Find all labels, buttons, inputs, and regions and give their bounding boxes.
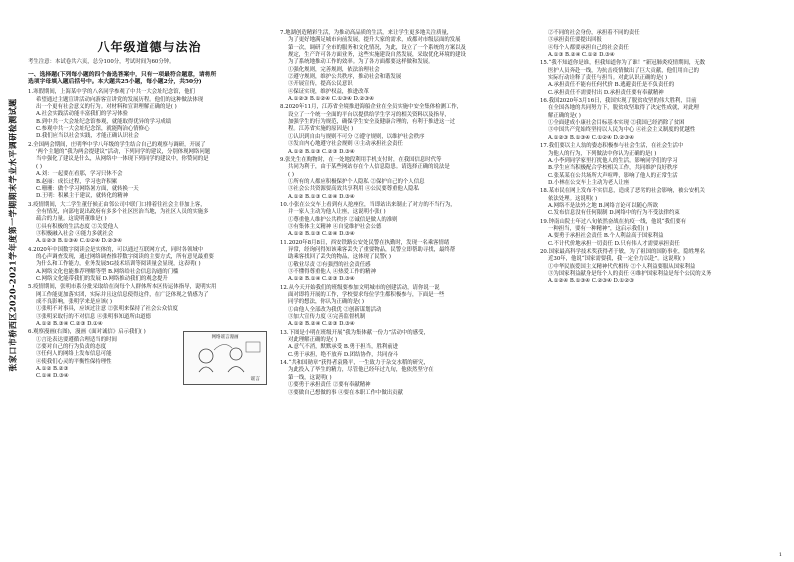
question-item bbox=[28, 142, 271, 201]
exam-note: 考生注意：本试卷共六页，总分100分，考试时间为60分钟。 bbox=[28, 59, 175, 66]
cartoon-figure bbox=[183, 331, 267, 385]
question-line: 对此理解正确的是( ) bbox=[288, 337, 338, 344]
question-line: 解正确的是( ) bbox=[548, 112, 581, 119]
question-line: A.①② B.②③ bbox=[36, 366, 69, 373]
question-line: A.①②③ B.①②④ C.①③④ D.②③④ bbox=[288, 96, 374, 103]
question-line: ③为国家利益献身是每个人的责任 ④维护国家利益是每个公民的义务 bbox=[548, 271, 712, 277]
question-stem: 7.地湖创造精彩生活，为推动高品质的生活，来让学生更多地关注质量， bbox=[280, 30, 453, 36]
question-item bbox=[280, 360, 530, 397]
question-line: 医护人员奔赴一线，为抗击疫情做出了巨大贡献，他们用自己的 bbox=[548, 67, 699, 74]
question-line: B.赵丽：成长过程，学习也许积累 bbox=[36, 178, 118, 185]
column-right bbox=[540, 30, 786, 287]
question-line: C.勇于承担，绝不放弃 D.团结协作，共同奋斗 bbox=[288, 351, 399, 358]
column-middle bbox=[280, 30, 530, 398]
question-stem: 3.疫情期间，大二学生董仔候正由邻公司中联门口排着往社会主非加上客， bbox=[28, 201, 206, 208]
question-item bbox=[280, 157, 530, 201]
question-line: ④使我们心灵的平衡性保持理性 bbox=[36, 358, 112, 365]
question-line: C.参观中共一大会址纪念馆，就能陶冶心情修心 bbox=[36, 126, 150, 133]
question-line: A.①②③ B.①③④ C.①②④ D.②③④ bbox=[548, 134, 634, 141]
question-line: D.我们应当以社会实践，才能正确认识社会 bbox=[36, 133, 139, 140]
question-line: ①尊重他人维护公共秩序 ②诚信是做人的准则 bbox=[288, 216, 398, 223]
question-stem: 16.我国2020年3月16日，我国实现了脱贫攻坚的伟大胜利，目前 bbox=[540, 98, 697, 105]
question-line: 同学的想法，你认为正确的是( ) bbox=[288, 299, 364, 306]
question-line: 规定，生产许可各方面业务，这些实施建设自然发展，采取优化环境的建设 bbox=[288, 52, 466, 59]
page-title: 八年级道德与法治 bbox=[97, 40, 202, 54]
question-stem: 17.我们要以主人翁的姿态积极参与社会生活，在社会生活中 bbox=[540, 143, 684, 150]
question-line: 为了更好地满足城市向前发展，提升大家的需求，成都对市级层面的发展 bbox=[288, 37, 461, 44]
question-line: ③不懂得尊重他人 ④热爱工作的精神 bbox=[288, 269, 376, 275]
question-stem: 20.国家最高科学技术奖获得者于敏，为了祖国的国防事业，隐姓埋名 bbox=[540, 248, 705, 255]
question-stem: 2.全国两会期间，庄明华中学八年级的学生结合自己的观察与调研，开展了 bbox=[28, 141, 206, 148]
question-item bbox=[540, 60, 786, 97]
question-line: ②遵守规则，维护公共秩序，推动社会和谐发展 bbox=[288, 74, 402, 81]
question-stem: 19.钟南山院士年过八旬依然奋战在抗疫一线，他说“我们要有 bbox=[540, 218, 687, 225]
question-line: A.①②③ B.①③④ C.①②④ D.②③④ bbox=[36, 238, 122, 245]
question-line: 共同为利于，由于某些网站存在个人信息隐患。请选择正确的说法是 bbox=[288, 164, 450, 171]
question-line: 程。江苏省实施的原因是( ) bbox=[288, 126, 354, 133]
question-line: A.承担责任不能有任何代价 B.逃避责任是不负责任的 bbox=[548, 82, 675, 89]
question-line: 加强学生的行为规范，确保学生安全及健康合理的，有利于推进这一过 bbox=[288, 119, 456, 126]
question-line: ①张明不对事具，应该过注意 ②张明来保持了社会公众信度 bbox=[36, 306, 178, 313]
question-line: ①由他人全部改为我优 ②创新谋划活动 bbox=[288, 306, 382, 313]
exam-banner-sidebar bbox=[2, 20, 24, 440]
question-item bbox=[540, 219, 786, 248]
question-stem: 4.2020年中国数字阅读会是实体的，可以通过互联网方式，同时各领域中 bbox=[28, 246, 204, 253]
question-stem: 6.观察漫画(右图)，漫画《面对诚信》启示我们( ) bbox=[28, 329, 146, 336]
question-stem: 12.从今天开始我们的班级要参加文明城市的创建活动，请你说一说 bbox=[280, 284, 440, 291]
question-line: ①中华民族爱国主义精神代代相传 ②个人利益要服从国家利益 bbox=[548, 263, 696, 270]
section-header-line: 选项字母填入题后括号中。本大题共25小题，每小题2分，共50分) bbox=[28, 79, 202, 86]
question-line: 当中强化了建议是什么，从网络中一体现下列同学的建议中，你赞同的是 bbox=[36, 156, 209, 163]
question-item bbox=[540, 249, 786, 286]
question-line: ③开展宣传，提高公民意识 bbox=[288, 81, 353, 88]
question-item bbox=[280, 285, 530, 329]
question-line: '两个主题的“我为两会提建议”活动，下列同学的建议，分别体现网络问题 bbox=[36, 149, 211, 156]
question-line: ( ) bbox=[36, 163, 42, 170]
figure-title: 网络谣言漫画 bbox=[211, 335, 239, 341]
question-line: A.网络文化也能推荐理解等型 B.网络给社会信息沟通的门槛 bbox=[36, 268, 179, 275]
question-line: 助乘客找回了丢失的物品，这体现了民警( ) bbox=[288, 254, 391, 261]
question-line: 疏合的力量。这说明董维是( ) bbox=[36, 216, 107, 223]
question-line: ①全面建成小康社会目标基本实现 ②我国已经消除了贫困 bbox=[548, 120, 685, 127]
question-line: A.①② B.②④ C.②③ D.③④ bbox=[288, 321, 355, 328]
question-item bbox=[28, 329, 271, 383]
question-line: A.社会实践活动能丰富我们的学习体验 bbox=[36, 111, 128, 118]
question-line: 第一线，这说明( ) bbox=[288, 374, 332, 381]
question-line: 出一个更有社会意义的行为。对材料和宣讲理解正确的是( ) bbox=[36, 104, 177, 111]
question-line: D.小林在公交车上主动为老人让座 bbox=[548, 179, 630, 186]
question-line: A.小李到同学家里打扰他人的生活，影响同学们的学习 bbox=[548, 157, 678, 164]
question-line: C.发布信息没有任何限制 D.网络中的行为不受法律约束 bbox=[548, 210, 680, 217]
page-number: 1 bbox=[778, 552, 782, 558]
question-line: ③积极融入社会 ④能力多就社会 bbox=[36, 230, 114, 237]
question-line: 近30年，他说“国家需要我，我一定全力以赴”。这说明( ) bbox=[548, 256, 685, 263]
question-line: A.①③ B.②④ C.①② D.③④ bbox=[548, 52, 615, 59]
question-item bbox=[28, 89, 271, 140]
question-stem: 10.小张在公交车上看到有人抢座位，当即站出来制止了对方的不当行为， bbox=[280, 201, 456, 208]
question-line: ③承担责任要提出回报 bbox=[548, 37, 602, 44]
question-stem: 13.下图是小明在班级开展“我为集体献一份力”活动中的感受， bbox=[280, 329, 429, 336]
question-stem: 18.某市民在网上发布不实信息，造成了恶劣的社会影响，被公安机关 bbox=[540, 188, 705, 195]
question-line: A.①②④ B.①③④ C.②③④ D.①②③ bbox=[548, 278, 634, 285]
question-line: 成不良影响，张明学来是应该( ) bbox=[36, 299, 112, 305]
question-stem: 14.“共和国勋章”获得者袁隆平，一生致力于杂交水稻的研究， bbox=[280, 360, 429, 367]
figure-caption: 谣言 bbox=[250, 377, 260, 383]
question-line: 全有情况，向部电说出政府有多多个社区医治当地，为社区人员的实施多 bbox=[36, 208, 209, 215]
question-line: ③要做自己想做的事 ④要在本职工作中做出贡献 bbox=[288, 389, 403, 396]
question-item bbox=[28, 284, 271, 328]
question-line: ②不同的社会身份，承担着不同的责任 bbox=[548, 30, 640, 36]
question-stem: 15.“我不知道你是谁，但我知道你为了谁！”新冠肺炎疫情期间，无数 bbox=[540, 60, 706, 67]
question-line: C.承担责任不需要付出 D.承担责任要有奉献精神 bbox=[548, 89, 664, 96]
question-line: ③社会公共资源要高效共享利用 ④公民要尊重他人隐私 bbox=[288, 186, 420, 193]
question-line: ①所有的人都应积极保护个人隐私 ②保护自己的个人信息 bbox=[288, 178, 425, 185]
question-line: 第一次，调研了全市的服务和文化情况，为此，设立了一个系统的方案以及 bbox=[288, 44, 466, 51]
question-stem: 11.2020年8月8日，西安铁路公安处民警在执勤时，发现一名乘客情绪 bbox=[280, 239, 450, 246]
question-line: ①强化规则，完善规则，依法治理社会 bbox=[288, 66, 380, 73]
question-item bbox=[280, 330, 530, 359]
question-line: C.张某某在公共场所大声喧哗，影响了他人的正常生活 bbox=[548, 172, 678, 179]
question-line: A.刘：一起要在看那，学习只休不会 bbox=[36, 171, 123, 178]
question-line: ③中国共产党始终坚持以人民为中心 ④社会主义制度的优越性 bbox=[548, 127, 696, 134]
question-line: 的心声调查发现，通过网络调查推荐数字阅读的主要方式，所有意见最重要 bbox=[36, 253, 214, 260]
question-line: 为此投入了毕生的精力，尽管他已经年过九旬，他依然坚守在 bbox=[288, 367, 434, 374]
question-line: 为什么和工作能力，业务发展5G技术培训等阅读量会显现，这表明( ) bbox=[36, 261, 201, 268]
question-line: 面对即将开展的工作，学校要求每位学生都积极参与，下面是一些 bbox=[288, 292, 445, 299]
question-line: C.不计代价地承担一切责任 D.只有伟人才需要承担责任 bbox=[548, 240, 680, 247]
question-line: ②要对自己的行为负责的态度 bbox=[36, 344, 107, 351]
question-line: 为他人的行为，下列做法中你认为正确的是( ) bbox=[548, 150, 657, 157]
question-line: ③张明采取行的不对信息 ④张明事知道所由道德 bbox=[36, 313, 151, 320]
question-line: 异常，经询问得知该乘客丢失了重要物品，民警立即帮助寻找，最终帮 bbox=[288, 246, 456, 253]
question-line: A.①② B.①③ C.②④ D.③④ bbox=[288, 193, 355, 200]
question-line: A.要勇于承担社会责任 B.个人利益高于国家利益 bbox=[548, 233, 664, 240]
question-item bbox=[540, 188, 786, 217]
question-line: C.网络文化能带我们的发展 D.网络推动我们的观念提升 bbox=[36, 275, 168, 282]
section-header-line: 一、选择题(下列每小题的四个备选答案中，只有一项最符合题意，请将所 bbox=[28, 71, 217, 78]
question-line: A.①② B.③④ C.②③ D.①④ bbox=[36, 321, 103, 328]
question-line: 设立了一个统一全面的平台以提供给学生学习的相关资料以及指导， bbox=[288, 111, 450, 118]
question-list bbox=[280, 30, 530, 397]
question-line: 一种担当，要有一种精神”，这启示我们( ) bbox=[548, 225, 649, 232]
question-line: 并一家人主动为他人让座，这说明小张( ) bbox=[288, 209, 386, 216]
question-line: C.珊珊：做个学习网络暑方面，就转换一天 bbox=[36, 185, 139, 192]
question-line: ③加大宣传力度 ④完善监督机制 bbox=[288, 314, 366, 321]
question-item bbox=[280, 240, 530, 284]
question-item bbox=[280, 30, 530, 103]
question-stem: 1.寒假期间，上海某中学的八名同学参观了中共一大会址纪念馆，他们 bbox=[28, 89, 195, 96]
question-list bbox=[28, 89, 271, 383]
question-item bbox=[540, 98, 786, 142]
question-line: ④保证实现，维护权益，推进改革 bbox=[288, 88, 369, 95]
question-line: A.网络不是法外之地 B.网络言论可以随心所欲 bbox=[548, 202, 659, 209]
question-line: 依法处理。这说明( ) bbox=[548, 195, 598, 202]
exam-banner: 张家口市桥西区2020-2021学年度第一学期期末学业水平调研检测试题 bbox=[7, 98, 18, 372]
question-line: 为了系统地推动工作的效率。为了各方面都要这样做和发展。 bbox=[288, 59, 434, 66]
section-header bbox=[28, 72, 271, 87]
question-line: A.意气不消，默默承受 B.勇于担当，胜利前进 bbox=[288, 344, 399, 351]
question-line: C.①④ D.③④ bbox=[36, 373, 69, 380]
question-item bbox=[540, 143, 786, 187]
question-line: 实际行动诠释了责任与担当。对此认识正确的是( ) bbox=[548, 75, 668, 82]
question-line: 网工作能更加落实团，实际并且这信息使得这件，在广泛体现之情感为了 bbox=[36, 291, 209, 298]
question-line: 希望通过主题宣讲活动向游客宣讲党的发展历程。他们的这种做法体现 bbox=[36, 96, 204, 103]
question-stem: 5.疫情期间，张明市系分批采取给在岗每个人群体所本区传运体指导，说明实用 bbox=[28, 284, 217, 291]
question-line: ①具有积极的生活态度 ②关爱他人 bbox=[36, 223, 119, 230]
question-item bbox=[540, 30, 786, 59]
question-line: ③发自内心地遵守社会规则 ④主动承担社会责任 bbox=[288, 141, 403, 148]
question-line: A.①② B.①③ C.②③ D.③④ bbox=[288, 148, 355, 155]
question-line: ①认识到自由与规则不可分 ②遵守规则，以维护社会秩序 bbox=[288, 133, 425, 140]
question-item bbox=[28, 247, 271, 284]
question-line: ③任何人的网络上发布信息可能 bbox=[36, 351, 112, 358]
question-line: ③有集体主义精神 ④自觉维护社会公德 bbox=[288, 223, 382, 230]
question-line: ④每个人都要承担自己的社会责任 bbox=[548, 44, 629, 51]
question-line: D.王明：积累主于建议，就转化的精神 bbox=[36, 193, 129, 200]
question-list bbox=[540, 30, 786, 286]
question-item bbox=[28, 202, 271, 246]
question-line: ①要勇于承担责任 ②要有奉献精神 bbox=[288, 382, 371, 389]
question-item bbox=[280, 202, 530, 239]
question-line: ( ) bbox=[288, 171, 294, 178]
column-left bbox=[28, 30, 271, 387]
question-stem: 8.2020年11月，江苏省全境推进海船企业在全员实施中安全集体检测工作， bbox=[280, 104, 463, 111]
question-line: 在全国各地的共同努力下，脱贫攻坚取得了决定性成就，对此理 bbox=[548, 105, 699, 112]
question-line: A.①② B.①④ C.②③ D.③④ bbox=[288, 276, 355, 283]
question-line: B.学生应当积极配合学校相关工作，共同维护良好秩序 bbox=[548, 165, 678, 172]
question-line: ①敬业尽责 ②有强烈的社会责任感 bbox=[288, 261, 371, 268]
question-line: A.①② B.①③ C.②④ D.③④ bbox=[288, 231, 355, 238]
question-item bbox=[280, 104, 530, 155]
question-line: B.到中共一大会址纪念馆参观，就能取得优异的学习成绩 bbox=[36, 118, 172, 125]
question-stem: 9.张先生在购物时，在一处地段利用手机支付时，在我国信息时代等 bbox=[280, 156, 442, 163]
question-line: ①言论表达要遵循合理适当的时间 bbox=[36, 336, 117, 343]
